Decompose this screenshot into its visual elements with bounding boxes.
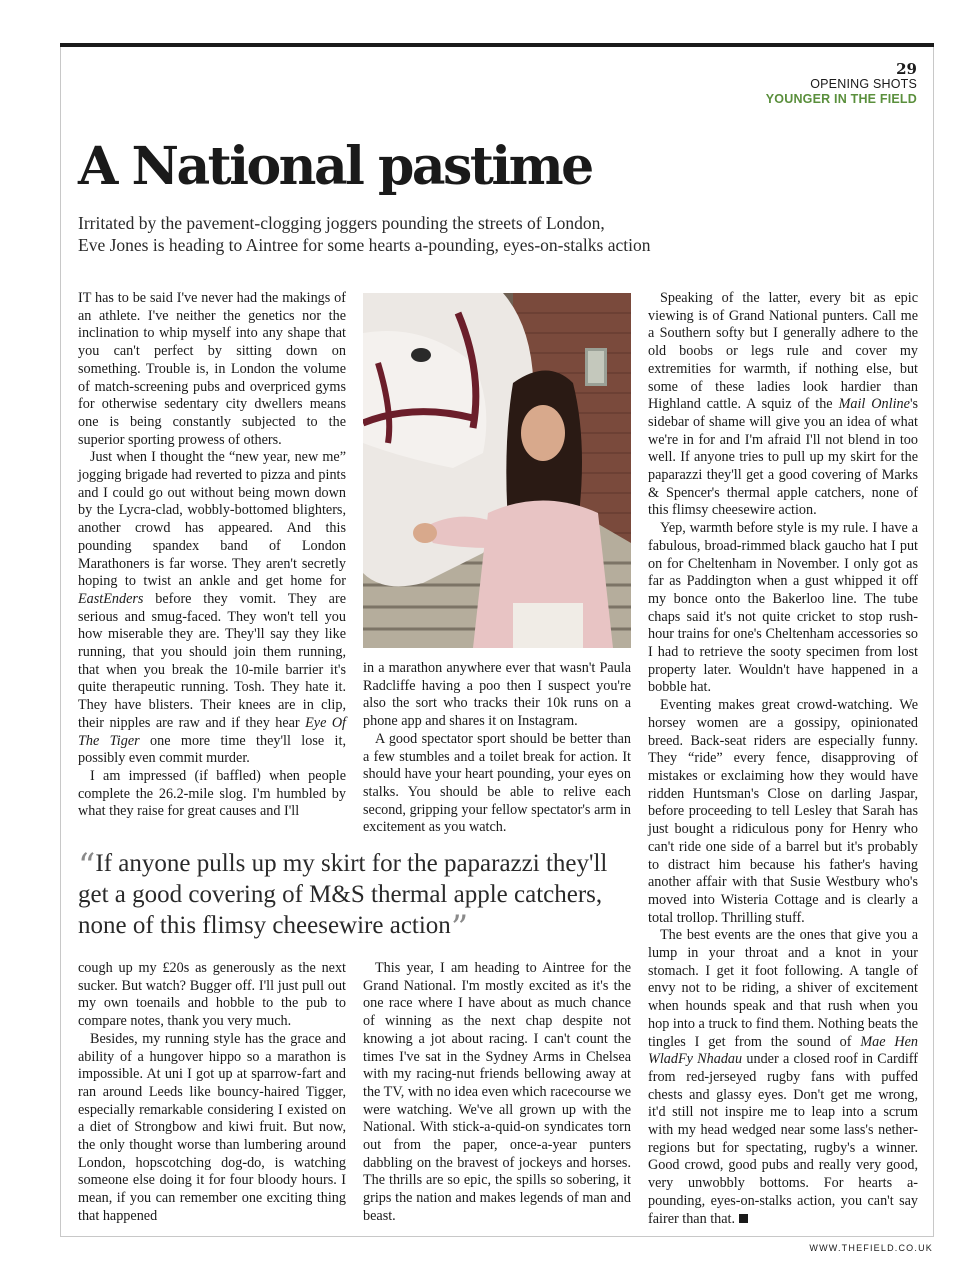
end-mark-icon: [739, 1214, 748, 1223]
footer-url: WWW.THEFIELD.CO.UK: [809, 1243, 933, 1253]
column-3: [648, 290, 918, 1228]
paragraph: Just when I thought the “new year, new me” jogging brigade had reverted to pizza and pints and I could go out without being mown down by the Lycra-clad, wobbly-bottomed blighters, another crowd has appeared. And this pounding spandex band of London Marathoners is far worse. They aren't secretly hoping to twist an ankle and get home for EastEnders before they vomit. They are serious and smug-faced. They won't tell you how miserable they are. They'll say they like running, that you should join them running, that when you break the 10-mile barrier it's quite therapeutic running. Tosh. They hate it. They have blisters. Their knees are in clip, their nipples are raw and if they hear Eye Of The Tiger one more time they'll lose it, possibly even commit murder.: [78, 449, 347, 767]
paragraph: cough up my £20s as generously as the next sucker. But watch? Bugger off. I'll just pull out my own toenails and hobble to the pub to compare notes, thank you very much.: [78, 960, 346, 1030]
column-2-bottom: [363, 960, 631, 1226]
photo-woman-with-horse: [363, 293, 631, 648]
column-1-bottom: [78, 960, 346, 1226]
standfirst: [78, 212, 898, 256]
paragraph: A good spectator sport should be better than a few stumbles and a toilet break for action. It should have your heart pounding, your eyes on stalks. You should be able to relive each second, gripping your fellow spectator's arm in excitement as you watch.: [363, 730, 631, 836]
pull-quote: [78, 846, 633, 948]
paragraph: The best events are the ones that give you a lump in your throat and a knot in your stomach. I get it foot following. A tangle of envy not to be riding, a shiver of excitement when hounds speak and that rush when you hop into a truck to find them. Nothing beats the tingles I get from the sound of Mae Hen WladFy Nhadau under a closed roof in Cardiff from red-jerseyed rugby fans with puffed chests and glassy eyes. Don't get me wrong, it'd still not inspire me to leap into a scrum with my head wedged near some lass's nether-regions but for spectating, rugby's a winner. Good crowd, good pubs and really very good, very unwobbly bottoms. For hearts a-pounding, eyes-on-stalks action, you can't say fairer than that.: [648, 927, 919, 1227]
article-photo: [363, 293, 631, 648]
paragraph: This year, I am heading to Aintree for the Grand National. I'm mostly excited as it's the one race where I have about as much chance of winning as the next chap despite not knowing a jot about racing. I can't count the times I've sat in the Sydney Arms in Chelsea with my racing-nut friends bellowing away at the TV, with no idea even which racecourse we were watching. We've all grown up with the National. With stick-a-quid-on syndicates torn out from the paper, once-a-year punters dabbling on the bravest of jockeys and horses. The thrills are so epic, the spills so sobering, it grips the nation and makes legends of man and beast.: [363, 960, 631, 1224]
close-quote-mark: ”: [450, 908, 469, 948]
section-label: OPENING SHOTS: [810, 77, 917, 91]
paragraph: Besides, my running style has the grace and ability of a hungover hippo so a marathon is impossible. At uni I got up at sparrow-fart and ran around Leeds like bouncy-haired Tigger, especially remarkable considering I existed on a diet of Strongbow and kiwi fruit. But now, the only thought worse than lumbering around London, hopscotching dog-do, is watching someone else doing it for four bloody hours. I mean, if you can remember one exciting thing that happened: [78, 1030, 346, 1224]
headline: A National pastime: [78, 136, 592, 197]
standfirst-line-2: Eve Jones is heading to Aintree for some hearts a-pounding, eyes-on-stalks action: [78, 235, 651, 255]
paragraph: Speaking of the latter, every bit as epic viewing is of Grand National punters. Call me a Southern softy but I generally adhere to the old boobs or legs rule and cover my extremities for warmth, if nothing else, but some of these ladies look hardier than Highland cattle. A squiz of the Mail Online's sidebar of shame will give you an idea of what we're in for and I'm afraid I'll not blend in too well. If anyone tries to pull up my skirt for the paparazzi they'll get a good covering of Marks & Spencer's thermal apple catchers, none of this flimsy cheesewire action.: [648, 290, 919, 519]
paragraph: IT has to be said I've never had the makings of an athlete. I've neither the genetics nor the inclination to whip myself into any shape that you can't perfect by sitting down on something. Trouble is, in London the volume of match-screening pubs and overpriced gyms for otherwise sedentary city dwellers means one is being constantly subjected to the superior sporting prowess of others.: [78, 290, 346, 448]
pull-quote-text: If anyone pulls up my skirt for the paparazzi they'll get a good covering of M&S thermal apple catchers, none of this flimsy cheesewire action: [78, 850, 608, 939]
subsection-label: YOUNGER IN THE FIELD: [765, 92, 917, 106]
paragraph: Eventing makes great crowd-watching. We horsey women are a gossipy, opinionated breed. Back-seat riders are especially funny. They “ride” every fence, disapproving of mistakes or exclaiming how they would have ridden Huntsman's Close on darling Jaspar, before proceeding to tell Lesley that Sarah has just bought a ridiculous pony for Henry who can't ride one side of a barrel but it's probably to distract him because his father's having another affair with that Susie Westbury who's moved into Wisteria Cottage and is clearly a total trollop. Thrilling stuff.: [648, 697, 918, 926]
column-1-top: [78, 290, 346, 821]
paragraph: I am impressed (if baffled) when people complete the 26.2-mile slog. I'm humbled by what they raise for great causes and I'll: [78, 767, 346, 820]
open-quote-mark: “: [78, 846, 96, 886]
page-number: 29: [896, 60, 917, 78]
standfirst-line-1: Irritated by the pavement-clogging joggers pounding the streets of London,: [78, 213, 605, 233]
column-2-top: [363, 660, 631, 837]
paragraph: Yep, warmth before style is my rule. I have a fabulous, broad-rimmed black gaucho hat I put on for Cheltenham in November. I only got as far as Paddington when a gust whipped it off my bonce onto the Bakerloo line. The tube chaps said it's not quite cricket to stop rush-hour trains for one's Cheltenham accessories so I had to retrieve the sooty specimen from lost property later. Wouldn't have happened in a bobble hat.: [648, 520, 918, 696]
paragraph: in a marathon anywhere ever that wasn't Paula Radcliffe having a poo then I suspect you're also the sort who tracks their 10k runs on a phone app and shares it on Instagram.: [363, 660, 631, 730]
